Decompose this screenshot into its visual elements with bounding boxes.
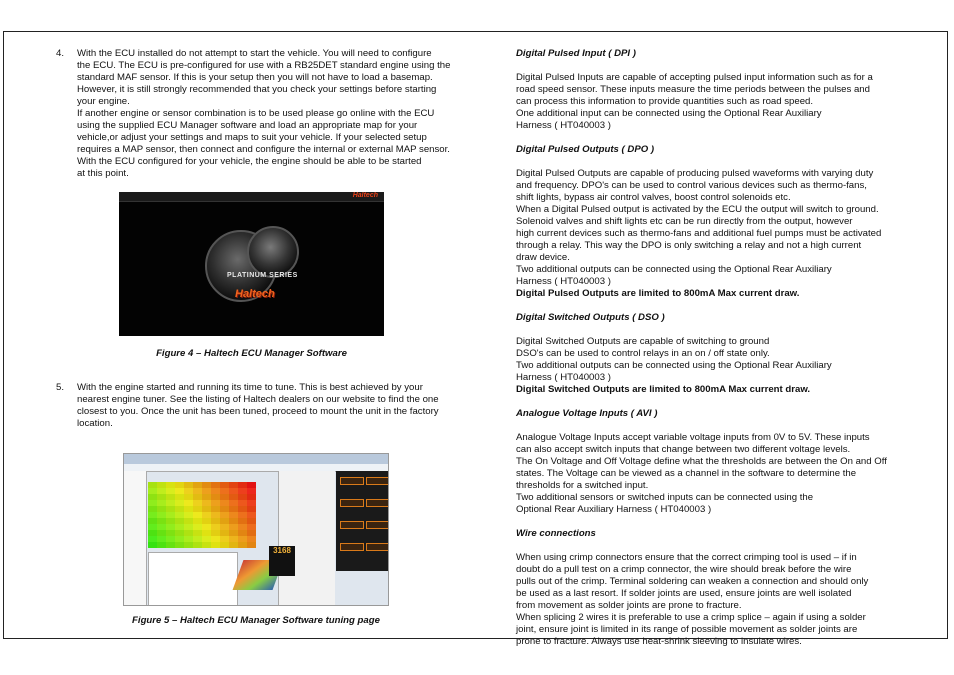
section-body — [516, 336, 916, 384]
text-line: from movement as solder joints are prone to fracture. — [516, 600, 742, 611]
section-title: Digital Pulsed Input ( DPI ) — [516, 48, 636, 59]
text-line: road speed sensor. These inputs measure the time periods between the pulses and — [516, 84, 870, 95]
digital-readout: 3168 — [269, 546, 295, 576]
navigation-tree — [124, 471, 147, 606]
current-warning: Digital Switched Outputs are limited to 800mA Max current draw. — [516, 384, 811, 395]
text-line: standard MAF sensor. If this is your setup then you will not have to load a basemap. — [77, 72, 433, 83]
section-dpi — [516, 48, 916, 132]
section-body — [516, 432, 916, 516]
gauge-tile — [340, 499, 364, 507]
map-cell — [238, 542, 247, 548]
map-cell — [211, 542, 220, 548]
gauge-tile — [340, 521, 364, 529]
step-number: 4. — [56, 48, 65, 59]
text-line: The On Voltage and Off Voltage define what the thresholds are between the On and Off — [516, 456, 887, 467]
text-line: Solenoid valves and shift lights etc can be run directly from the output, however — [516, 216, 853, 227]
section-body — [516, 552, 916, 648]
section-title: Analogue Voltage Inputs ( AVI ) — [516, 408, 658, 419]
text-line: pulls out of the crimp. Terminal soldering can weaken a connection and should only — [516, 576, 869, 587]
gauge-tile — [366, 521, 389, 529]
current-warning: Digital Pulsed Outputs are limited to 800mA Max current draw. — [516, 288, 800, 299]
text-line: requires a MAP sensor, then connect and configure the internal or external MAP sensor. — [77, 144, 450, 155]
text-line: With the ECU configured for your vehicle, the engine should be able to be started — [77, 156, 422, 167]
text-line: Two additional outputs can be connected using the Optional Rear Auxiliary — [516, 264, 832, 275]
section-dpo — [516, 144, 916, 300]
section-dso — [516, 312, 916, 396]
text-line: states. The Voltage can be viewed as a channel in the software to determine the — [516, 468, 857, 479]
text-line: Digital Pulsed Inputs are capable of accepting pulsed input information such as for a — [516, 72, 873, 83]
map-cell — [148, 542, 157, 548]
text-line: doubt do a pull test on a crimp connector, the wire should break before the wire — [516, 564, 852, 575]
section-wire — [516, 528, 916, 648]
section-title: Wire connections — [516, 528, 596, 539]
graph-panel — [148, 552, 238, 606]
text-line: at this point. — [77, 168, 129, 179]
map-cell — [184, 542, 193, 548]
map-cell — [157, 542, 166, 548]
text-line: Optional Rear Auxiliary Harness ( HT040003 ) — [516, 504, 712, 515]
text-line: When using crimp connectors ensure that the correct crimping tool is used – if in — [516, 552, 857, 563]
text-line: draw device. — [516, 252, 570, 263]
haltech-logo: Haltech — [235, 288, 275, 300]
text-line: can process this information to provide quantities such as road speed. — [516, 96, 814, 107]
text-line: be used as a last resort. If solder joints are used, ensure joints are well isolated — [516, 588, 852, 599]
map-cell — [202, 542, 211, 548]
text-line: Harness ( HT040003 ) — [516, 372, 611, 383]
text-line: If another engine or sensor combination is to be used please go online with the ECU — [77, 108, 435, 119]
text-line: using the supplied ECU Manager software and load an appropriate map for your — [77, 120, 418, 131]
section-body — [516, 72, 916, 132]
gauge-tile — [366, 477, 389, 485]
section-body — [516, 168, 916, 288]
platinum-series-label: PLATINUM SERIES — [227, 272, 298, 279]
text-line: high current devices such as thermo-fans and additional fuel pumps must be activated — [516, 228, 882, 239]
text-line: With the ECU installed do not attempt to start the vehicle. You will need to configure — [77, 48, 432, 59]
section-avi — [516, 408, 916, 516]
section-title: Digital Switched Outputs ( DSO ) — [516, 312, 665, 323]
channel-list — [278, 471, 335, 605]
text-line: However, it is still strongly recommended that you check your settings before starting — [77, 84, 437, 95]
gauge-tile — [366, 543, 389, 551]
map-cell — [247, 542, 256, 548]
map-cell — [193, 542, 202, 548]
step-5 — [56, 382, 481, 430]
window-titlebar — [124, 454, 389, 464]
fuel-map-table — [148, 482, 256, 548]
text-line: Harness ( HT040003 ) — [516, 276, 611, 287]
figure-4-caption: Figure 4 – Haltech ECU Manager Software — [156, 348, 347, 359]
text-line: Two additional outputs can be connected using the Optional Rear Auxiliary — [516, 360, 832, 371]
text-line: Two additional sensors or switched inputs can be connected using the — [516, 492, 814, 503]
text-line: joint, ensure joint is limited in its range of possible movement as solder joints are — [516, 624, 858, 635]
step-number: 5. — [56, 382, 65, 393]
text-line: When a Digital Pulsed output is activated by the ECU the output will switch to ground. — [516, 204, 879, 215]
figure-4-screenshot — [119, 192, 384, 336]
text-line: Analogue Voltage Inputs accept variable voltage inputs from 0V to 5V. These inputs — [516, 432, 870, 443]
text-line: vehicle,or adjust your settings and maps to suit your vehicle. If your selected setup — [77, 132, 427, 143]
text-line: thresholds for a switched input. — [516, 480, 649, 491]
text-line: Digital Pulsed Outputs are capable of producing pulsed waveforms with varying duty — [516, 168, 874, 179]
text-line: through a relay. This way the DPO is only switching a relay and not a high current — [516, 240, 862, 251]
figure-5-caption: Figure 5 – Haltech ECU Manager Software tuning page — [132, 615, 380, 626]
text-line: DSO's can be used to control relays in an on / off state only. — [516, 348, 770, 359]
text-line: your engine. — [77, 96, 130, 107]
step-4-text — [77, 48, 481, 180]
section-title: Digital Pulsed Outputs ( DPO ) — [516, 144, 655, 155]
text-line: and frequency. DPO's can be used to control various devices such as thermo-fans, — [516, 180, 867, 191]
text-line: closest to you. Once the unit has been tuned, proceed to mount the unit in the factory — [77, 406, 439, 417]
text-line: location. — [77, 418, 113, 429]
right-column — [516, 48, 916, 660]
left-column — [56, 48, 481, 180]
map-cell — [175, 542, 184, 548]
text-line: Digital Switched Outputs are capable of switching to ground — [516, 336, 770, 347]
map-cell — [166, 542, 175, 548]
left-column-lower — [56, 382, 481, 430]
text-line: the ECU. The ECU is pre-configured for use with a RB25DET standard engine using the — [77, 60, 451, 71]
text-line: can also accept switch inputs that change between two different voltage levels. — [516, 444, 851, 455]
gauge-tile — [340, 477, 364, 485]
text-line: prone to fracture. Always use heat-shrink sleeving to insulate wires. — [516, 636, 802, 647]
figure-5-screenshot — [123, 453, 389, 606]
map-cell — [220, 542, 229, 548]
gauge-panel — [336, 471, 389, 571]
window-titlebar — [119, 192, 384, 202]
haltech-logo-small: Haltech — [352, 192, 378, 199]
text-line: With the engine started and running its time to tune. This is best achieved by your — [77, 382, 423, 393]
map-cell — [229, 542, 238, 548]
text-line: One additional input can be connected using the Optional Rear Auxiliary — [516, 108, 822, 119]
text-line: When splicing 2 wires it is preferable to use a crimp splice – again if using a solder — [516, 612, 866, 623]
gauge-tile — [366, 499, 389, 507]
gauge-tile — [340, 543, 364, 551]
text-line: nearest engine tuner. See the listing of Haltech dealers on our website to find the one — [77, 394, 439, 405]
step-5-text — [77, 382, 481, 430]
text-line: shift lights, bypass air control valves, boost control solenoids etc. — [516, 192, 791, 203]
step-4 — [56, 48, 481, 180]
text-line: Harness ( HT040003 ) — [516, 120, 611, 131]
